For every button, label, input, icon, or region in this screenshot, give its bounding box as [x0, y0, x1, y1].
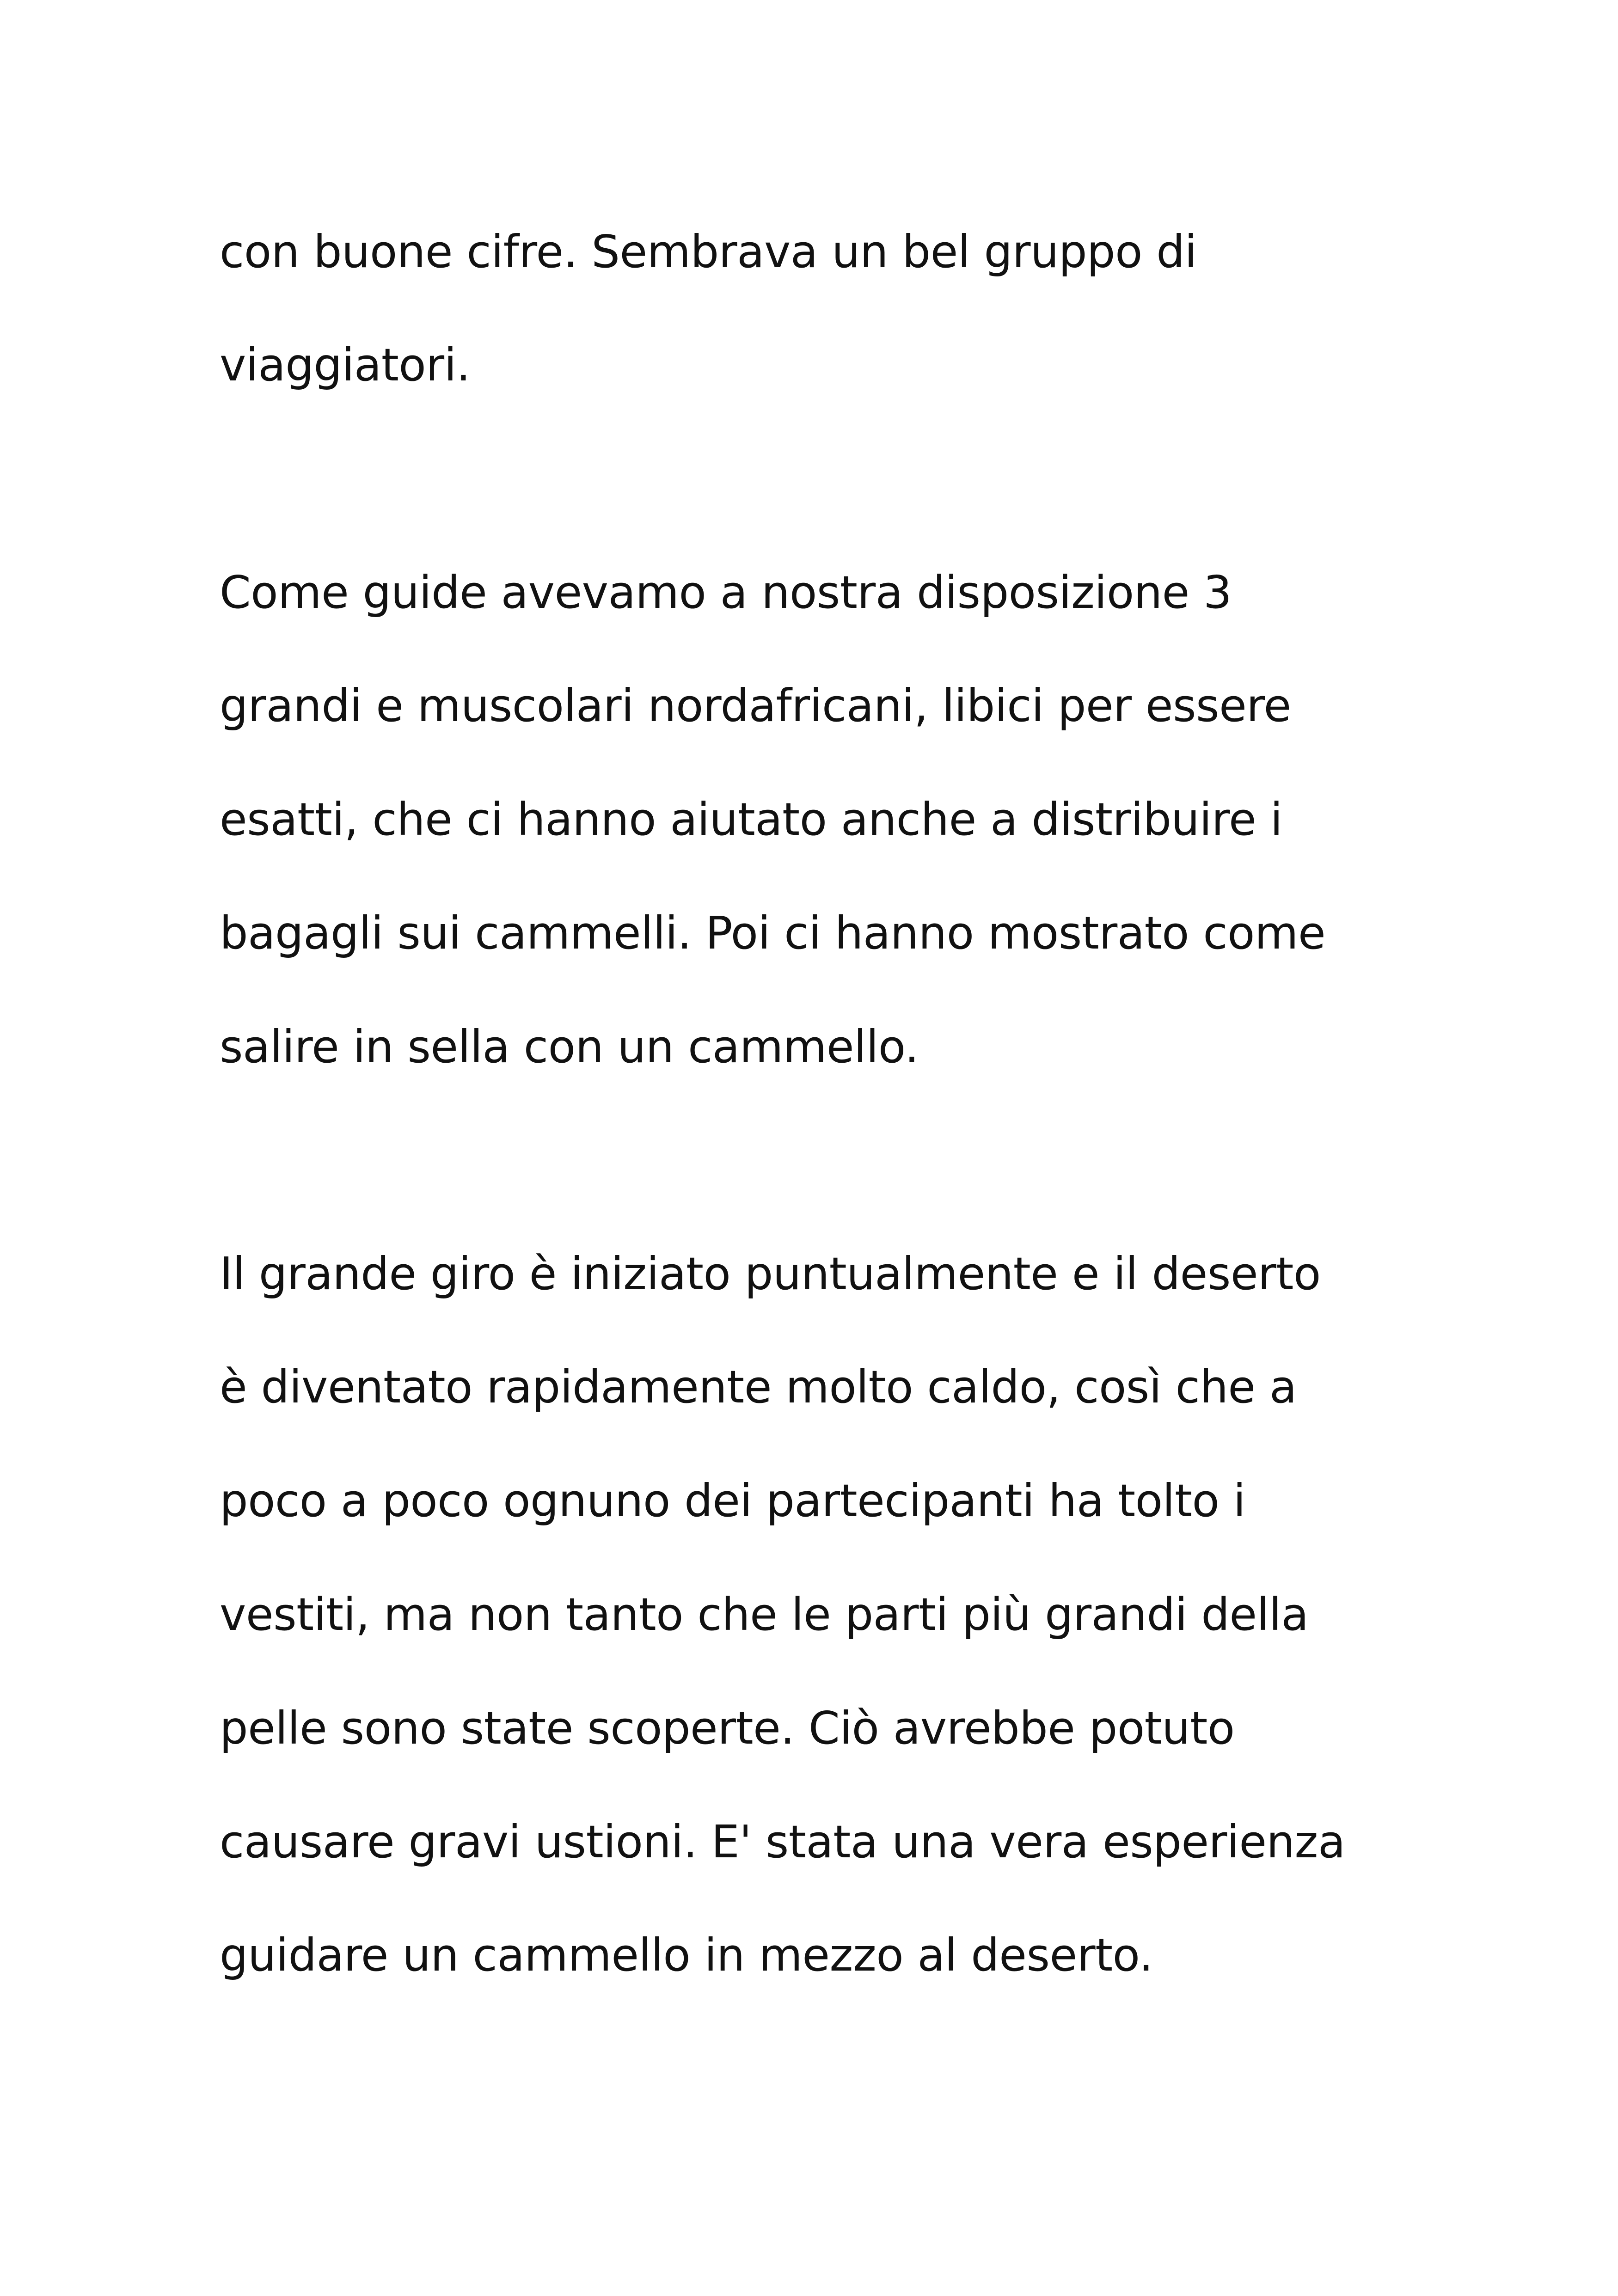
- text-line: esatti, che ci hanno aiutato anche a distribuire i: [220, 793, 1283, 845]
- text-line: bagagli sui cammelli. Poi ci hanno mostrato come: [220, 907, 1326, 959]
- text-line: causare gravi ustioni. E' stata una vera esperienza: [220, 1816, 1345, 1868]
- text-line: guidare un cammello in mezzo al deserto.: [220, 1929, 1153, 1981]
- text-line: poco a poco ognuno dei partecipanti ha tolto i: [220, 1475, 1246, 1527]
- text-line: vestiti, ma non tanto che le parti più grandi della: [220, 1588, 1309, 1641]
- text-line: è diventato rapidamente molto caldo, così che a: [220, 1361, 1297, 1413]
- text-line: con buone cifre. Sembrava un bel gruppo di: [220, 226, 1197, 278]
- text-line: viaggiatori.: [220, 339, 471, 391]
- text-line: salire in sella con un cammello.: [220, 1021, 919, 1073]
- text-line: Come guide avevamo a nostra disposizione 3: [220, 566, 1232, 618]
- text-line: grandi e muscolari nordafricani, libici per essere: [220, 680, 1291, 732]
- text-line: pelle sono state scoperte. Ciò avrebbe potuto: [220, 1702, 1235, 1754]
- text-line: Il grande giro è iniziato puntualmente e il deserto: [220, 1248, 1321, 1300]
